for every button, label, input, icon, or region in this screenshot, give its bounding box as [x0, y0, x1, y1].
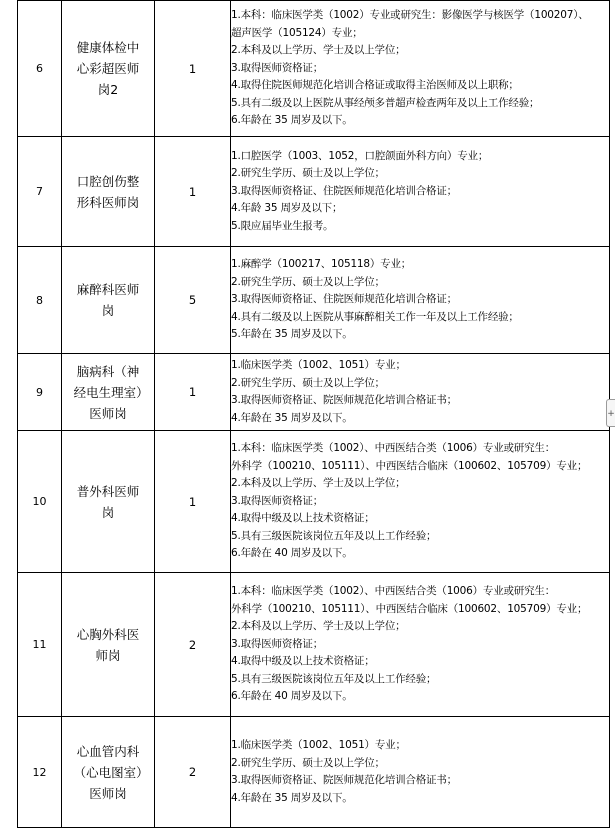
position-name: 口腔创伤整形科医师岗 [76, 173, 140, 210]
requirement-line: 1.本科：临床医学类（1002）、中西医结合类（1006）专业或研究生： [231, 585, 556, 598]
requirement-line: 1.本科：临床医学类（1002）专业或研究生：影像医学与核医学（100207）、 [231, 9, 589, 22]
requirement-line: 6.年龄在 40 周岁及以下。 [231, 690, 353, 703]
requirement-line: 外科学（100210、105111）、中西医结合临床（100602、105709）专业； [231, 459, 588, 472]
position-name: 心胸外科医师岗 [76, 626, 140, 663]
position-name-cell [62, 247, 155, 354]
requirement-line: 外科学（100210、105111）、中西医结合临床（100602、105709）专业； [231, 602, 588, 615]
requirement-line: 5.限应届毕业生报考。 [231, 219, 334, 232]
requirements-cell [231, 573, 610, 717]
requirements-cell [231, 431, 610, 573]
requirement-line: 2.研究生学历、硕士及以上学位； [231, 756, 385, 769]
position-name: 健康体检中心彩超医师岗2 [76, 40, 140, 97]
hiring-count: 2 [155, 717, 231, 828]
requirements-cell [231, 354, 610, 431]
requirement-line: 1.临床医学类（1002、1051）专业； [231, 359, 406, 371]
row-number: 9 [18, 354, 62, 431]
hiring-count: 2 [155, 573, 231, 717]
requirement-line: 5.具有二级及以上医院从事经颅多普超声检查两年及以上工作经验； [231, 96, 540, 109]
requirement-line: 5.具有三级医院该岗位五年及以上工作经验； [231, 672, 437, 685]
requirement-line: 6.年龄在 40 周岁及以下。 [231, 547, 353, 560]
row-number: 6 [18, 1, 62, 137]
requirement-line: 4.取得中级及以上技术资格证； [231, 655, 375, 668]
requirement-line: 3.取得医师资格证； [231, 637, 324, 650]
requirement-line: 1.本科：临床医学类（1002）、中西医结合类（1006）专业或研究生： [231, 442, 556, 455]
position-name: 心血管内科（心电图室）医师岗 [73, 743, 143, 801]
recruitment-table-body [18, 1, 610, 828]
requirement-line: 6.年龄在 35 周岁及以下。 [231, 114, 353, 127]
hiring-count: 5 [155, 247, 231, 354]
table-row [18, 247, 610, 354]
table-row [18, 431, 610, 573]
position-name-cell [62, 354, 155, 431]
requirement-line: 2.本科及以上学历、学士及以上学位； [231, 44, 406, 57]
requirement-line: 超声医学（105124）专业； [231, 26, 363, 39]
requirement-line: 3.取得医师资格证、院医师规范化培训合格证书； [231, 394, 457, 406]
requirement-line: 3.取得医师资格证、住院医师规范化培训合格证； [231, 184, 457, 197]
hiring-count: 1 [155, 431, 231, 573]
requirement-line: 1.口腔医学（1003、1052，口腔颌面外科方向）专业； [231, 149, 489, 162]
requirement-line: 4.具有二级及以上医院从事麻醉相关工作一年及以上工作经验； [231, 310, 519, 323]
requirement-line: 4.年龄在 35 周岁及以下。 [231, 791, 353, 804]
recruitment-table [17, 0, 610, 828]
hiring-count: 1 [155, 1, 231, 137]
requirement-line: 4.取得住院医师规范化培训合格证或取得主治医师及以上职称； [231, 79, 519, 92]
position-name-cell [62, 573, 155, 717]
requirements-cell [231, 717, 610, 828]
row-number: 12 [18, 717, 62, 828]
table-row [18, 137, 610, 247]
requirement-line: 1.麻醉学（100217、105118）专业； [231, 258, 412, 271]
position-name: 麻醉科医师岗 [76, 282, 140, 318]
position-name-cell [62, 137, 155, 247]
requirement-line: 4.年龄在 35 周岁及以下。 [231, 411, 353, 424]
requirement-line: 3.取得医师资格证、住院医师规范化培训合格证； [231, 293, 457, 306]
row-number: 7 [18, 137, 62, 247]
row-number: 8 [18, 247, 62, 354]
requirement-line: 2.本科及以上学历、学士及以上学位； [231, 620, 406, 633]
side-expand-tab[interactable]: + [606, 399, 615, 427]
requirement-line: 5.年龄在 35 周岁及以下。 [231, 328, 353, 341]
table-row [18, 573, 610, 717]
requirement-line: 3.取得医师资格证、院医师规范化培训合格证书； [231, 774, 457, 786]
requirement-line: 2.本科及以上学历、学士及以上学位； [231, 477, 406, 490]
position-name: 脑病科（神经电生理室）医师岗 [73, 363, 143, 421]
requirements-cell [231, 1, 610, 137]
hiring-count: 1 [155, 137, 231, 247]
position-name: 普外科医师岗 [76, 483, 140, 520]
requirement-line: 5.具有三级医院该岗位五年及以上工作经验； [231, 529, 437, 542]
table-row [18, 1, 610, 137]
requirement-line: 2.研究生学历、硕士及以上学位； [231, 167, 385, 180]
requirement-line: 1.临床医学类（1002、1051）专业； [231, 739, 406, 751]
position-name-cell [62, 1, 155, 137]
requirement-line: 2.研究生学历、硕士及以上学位； [231, 275, 385, 288]
requirement-line: 3.取得医师资格证； [231, 61, 324, 74]
requirements-cell [231, 137, 610, 247]
row-number: 11 [18, 573, 62, 717]
position-name-cell [62, 717, 155, 828]
position-name-cell [62, 431, 155, 573]
table-row [18, 717, 610, 828]
requirement-line: 3.取得医师资格证； [231, 494, 324, 507]
row-number: 10 [18, 431, 62, 573]
requirements-cell [231, 247, 610, 354]
hiring-count: 1 [155, 354, 231, 431]
requirement-line: 4.取得中级及以上技术资格证； [231, 512, 375, 525]
table-row [18, 354, 610, 431]
requirement-line: 4.年龄 35 周岁及以下； [231, 202, 343, 215]
requirement-line: 2.研究生学历、硕士及以上学位； [231, 376, 385, 389]
